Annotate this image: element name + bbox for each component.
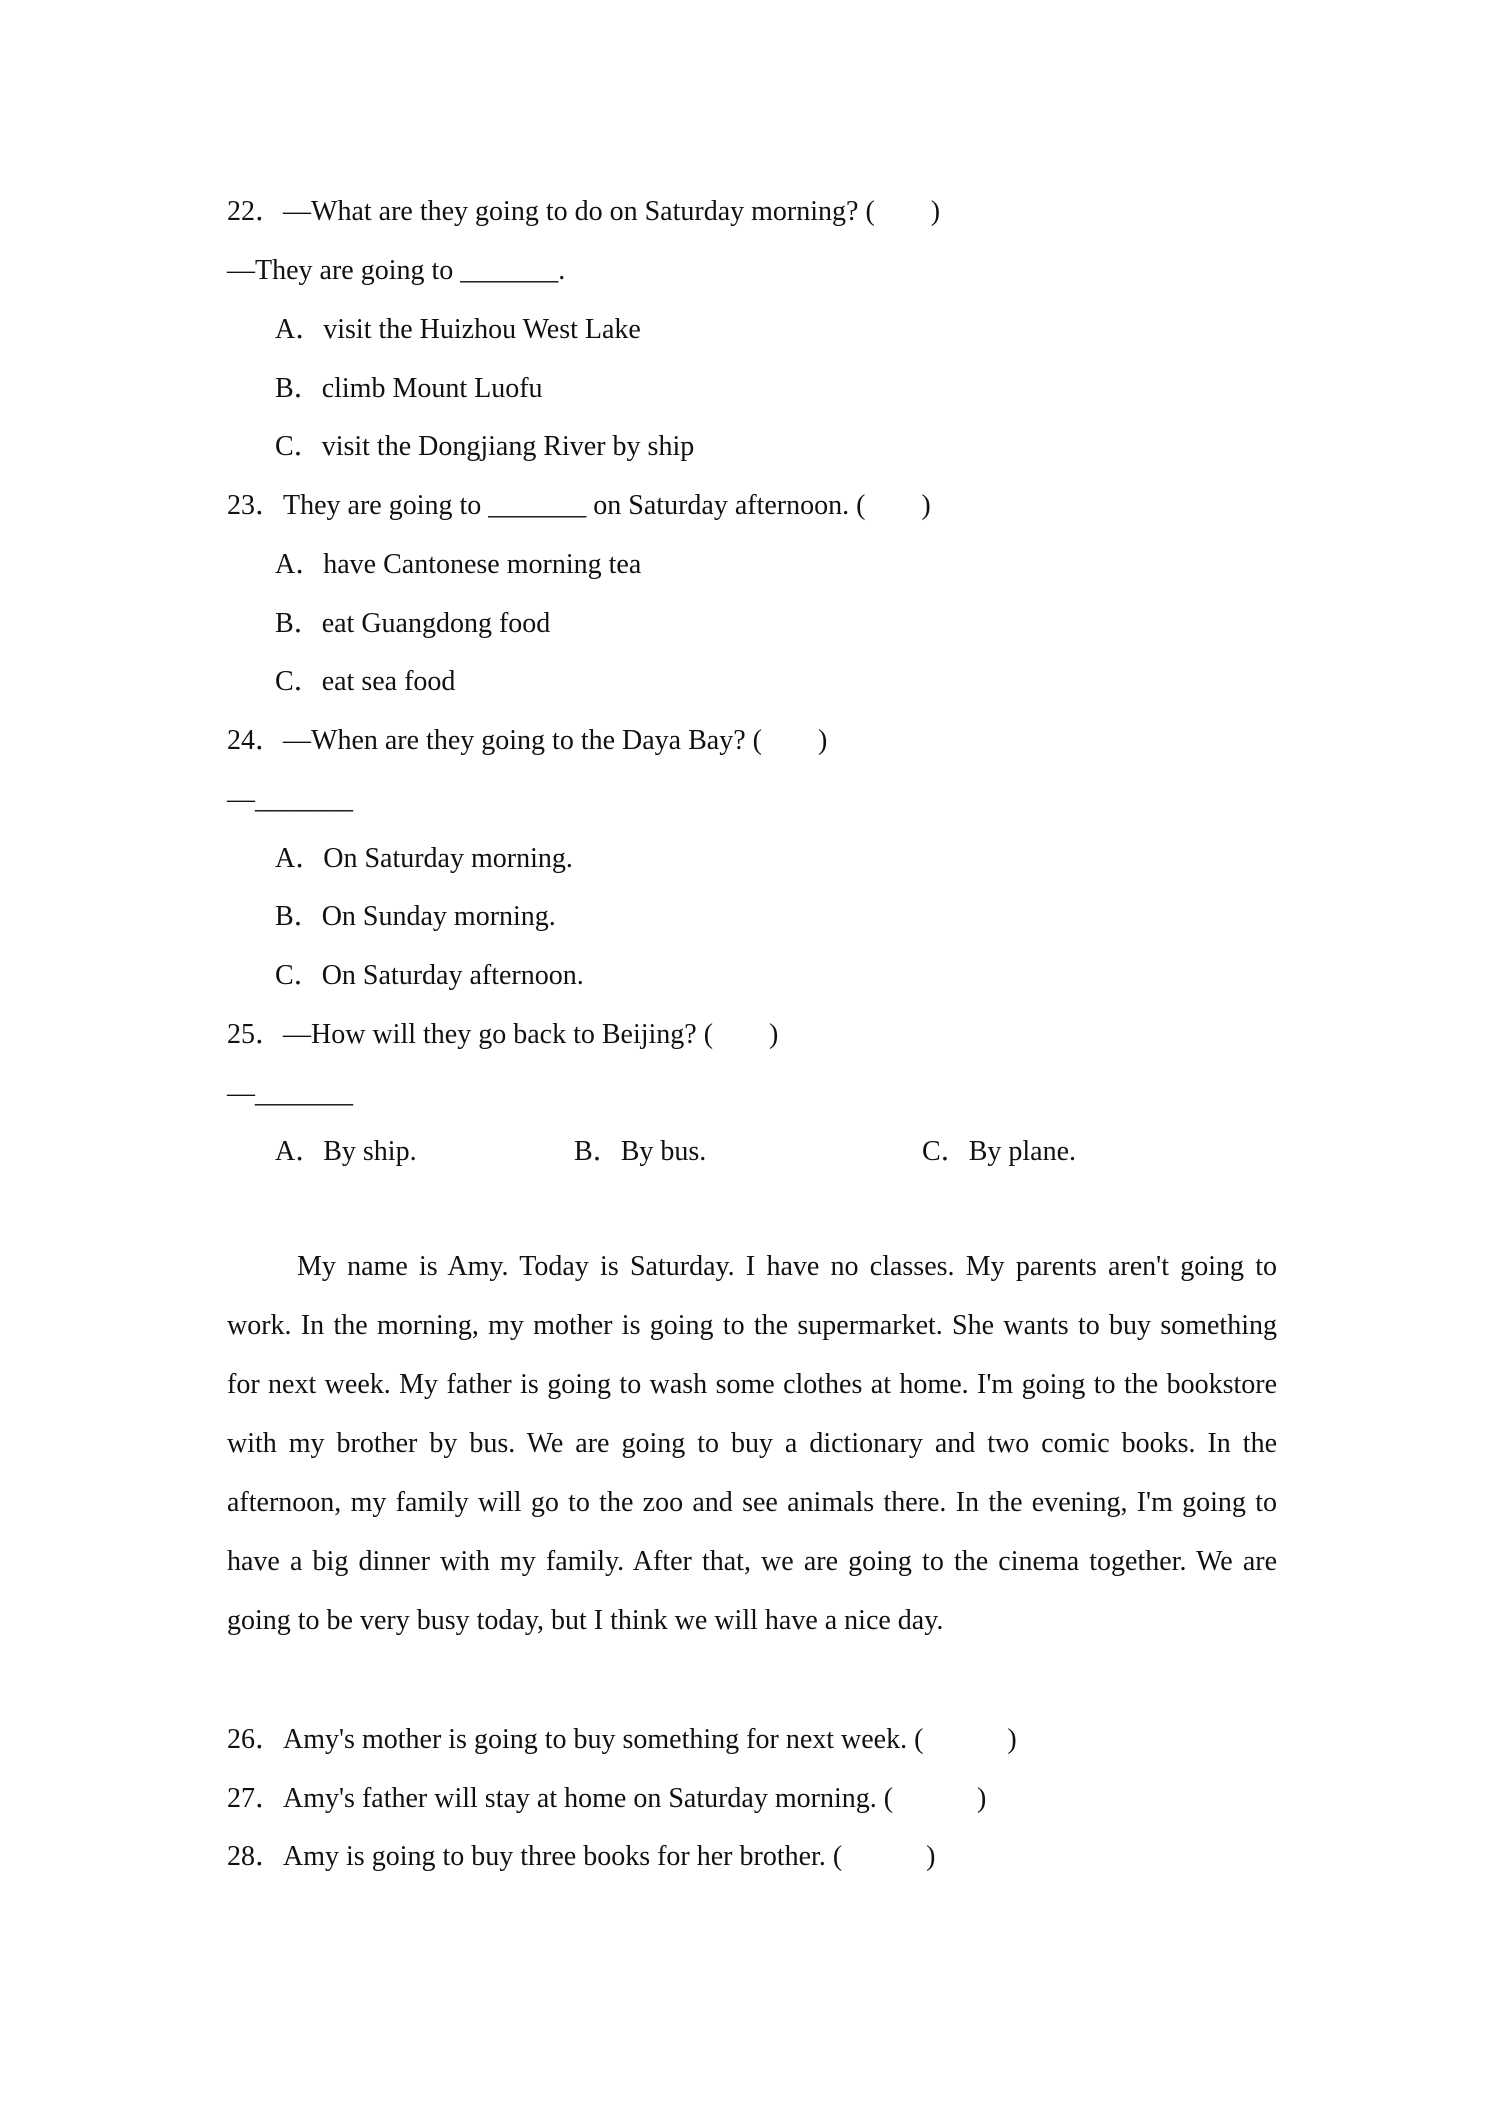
question-number: 24．: [227, 725, 284, 756]
judgment-text: Amy's mother is going to buy something for next week. ( ): [283, 1724, 1017, 1755]
option-letter: B．: [275, 608, 322, 639]
option-text: visit the Dongjiang River by ship: [321, 431, 695, 462]
option-text: eat Guangdong food: [321, 608, 551, 639]
reading-passage: My name is Amy. Today is Saturday. I have no classes. My parents aren't going to work. In the morning, my mother is going to the supermarket. She wants to buy something for next week. My father is going to wash some clothes at home. I'm going to the bookstore with my brother by bus. We are going to buy a dictionary and two comic books. In the afternoon, my family will go to the zoo and see animals there. In the evening, I'm going to have a big dinner with my family. After that, we are going to the cinema together. We are going to be very busy today, but I think we will have a nice day.: [227, 1251, 1277, 1636]
judgment-28: [227, 1843, 935, 1871]
question-number: 22．: [227, 196, 284, 227]
option-a: [275, 316, 641, 344]
option-b: [574, 1138, 706, 1166]
option-letter: A．: [275, 1136, 324, 1167]
question-number: 27．: [227, 1783, 284, 1814]
option-text: visit the Huizhou West Lake: [323, 314, 641, 345]
question-24: [227, 727, 827, 755]
judgment-text: Amy is going to buy three books for her brother. ( ): [283, 1841, 936, 1872]
option-c: [275, 668, 455, 696]
option-c: [275, 962, 584, 990]
option-letter: B．: [574, 1136, 621, 1167]
option-letter: C．: [275, 666, 322, 697]
option-letter: C．: [275, 960, 322, 991]
question-23: [227, 492, 931, 520]
option-a: [275, 845, 573, 873]
question-number: 28．: [227, 1841, 284, 1872]
option-c: [275, 433, 694, 461]
question-stem: —What are they going to do on Saturday morning? ( ): [283, 196, 941, 227]
option-text: climb Mount Luofu: [321, 373, 543, 404]
option-text: By bus.: [620, 1136, 707, 1167]
option-text: By ship.: [323, 1136, 417, 1167]
question-number: 23．: [227, 490, 284, 521]
option-letter: B．: [275, 901, 322, 932]
question-stem: —When are they going to the Daya Bay? ( ): [283, 725, 828, 756]
question-number: 26．: [227, 1724, 284, 1755]
judgment-27: [227, 1785, 986, 1813]
option-letter: A．: [275, 843, 324, 874]
answer-line: —They are going to _______.: [227, 255, 566, 286]
option-letter: A．: [275, 314, 324, 345]
option-text: On Sunday morning.: [321, 901, 556, 932]
option-text: On Saturday morning.: [323, 843, 573, 874]
option-b: [275, 903, 556, 931]
option-b: [275, 375, 543, 403]
option-a: [275, 1138, 417, 1166]
question-number: 25．: [227, 1019, 284, 1050]
option-letter: C．: [922, 1136, 969, 1167]
question-22: [227, 198, 940, 226]
question-stem: They are going to _______ on Saturday afternoon. ( ): [283, 490, 931, 521]
option-letter: C．: [275, 431, 322, 462]
question-25: [227, 1021, 778, 1049]
option-text: By plane.: [968, 1136, 1076, 1167]
option-b: [275, 610, 550, 638]
question-stem: —How will they go back to Beijing? ( ): [283, 1019, 779, 1050]
option-text: have Cantonese morning tea: [323, 549, 642, 580]
judgment-26: [227, 1726, 1017, 1754]
option-text: eat sea food: [321, 666, 456, 697]
answer-line: —_______: [227, 1078, 353, 1109]
judgment-text: Amy's father will stay at home on Saturday morning. ( ): [283, 1783, 987, 1814]
answer-line: —_______: [227, 784, 353, 815]
option-a: [275, 551, 641, 579]
option-letter: A．: [275, 549, 324, 580]
option-c: [922, 1138, 1076, 1166]
option-letter: B．: [275, 373, 322, 404]
option-text: On Saturday afternoon.: [321, 960, 584, 991]
